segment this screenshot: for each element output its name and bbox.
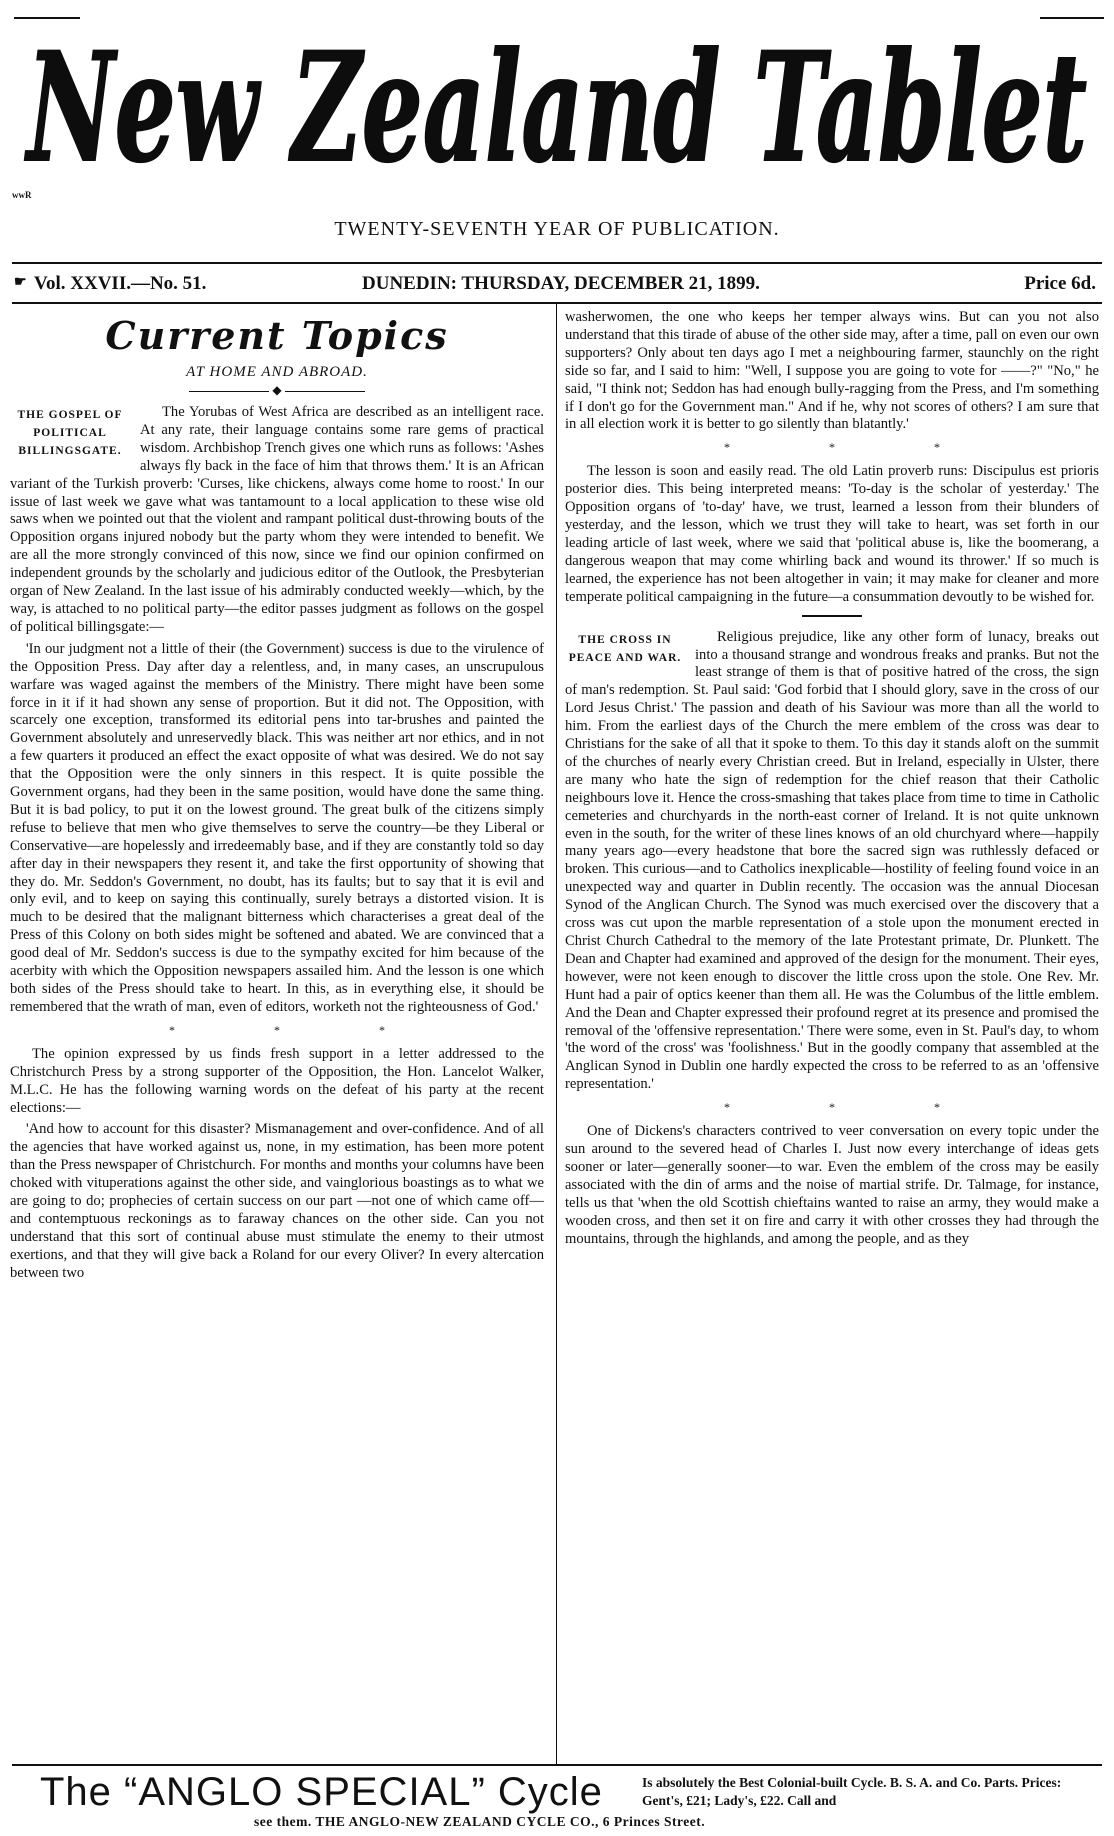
- top-rule: [12, 262, 1102, 264]
- sidehead-gospel: THE GOSPEL OF POLITICAL BILLINGSGATE.: [17, 409, 123, 457]
- section-rule: [802, 615, 862, 617]
- section-subheading: AT HOME AND ABROAD.: [186, 364, 368, 380]
- bottom-rule: [12, 1764, 1102, 1766]
- article-paragraph: Religious prejudice, like any other form of lunacy, breaks out into a thousand strange and wondrous freaks and pranks. But not the least strange of them is that of positive hatred of the cross, the sign of man's redemption. St. Paul said: 'God forbid that I should glory, save in the cross of our Lord Jesus Christ.' The passion and death of his Saviour was more than all the world to him. From the earliest days of the Church the mere emblem of the cross was dear to Christians for the sake of all that it spoke to them. To this day it stands aloft on the summit of the churches of nearly every Christian creed. But in Ireland, especially in Ulster, there are many who hate the sign of redemption for the chief reason that their Catholic neighbours love it. Hence the cross-smashing that takes place from time to time in Catholic cemeteries and churchyards in the north-east corner of Ireland. It is not quite unknown even in the south, for the writer of these lines knows of an old churchyard where—happily many years ago—every headstone that bore the sacred sign was ruthlessly defaced or broken. This curious—and to Catholics inexplicable—hostility of feeling found voice in an unexpected way and quarter in Dublin recently. The occasion was the annual Diocesan Synod of the Anglican Church. The Synod was much exercised over the discovery that a cross was cut upon the marble representation of a stole upon the monument erected in Christ Church Cathedral to the memory of the late Protestant primate, Dr. Plunkett. The Dean and Chapter had examined and approved of the design for the monument. Their eyes, however, were not keen enough to discover the little cross upon the stole. One Rev. Mr. Hunt had a pair of optics keener than them all. He was the Columbus of the little emblem. And the Dean and Chapter expressed their profound regret at its presence and promised the removal of the 'offensive representation.' There were some, even in St. Paul's day, to whom 'the word of the cross' was 'foolishness.' But in the goodly company that assembled at the Anglican Synod in Dublin one hardly expected the cross to be referred to as an 'offensive representation.': [565, 628, 1099, 1093]
- ad-address: see them. THE ANGLO-NEW ZEALAND CYCLE CO., 6 Princes Street.: [254, 1814, 706, 1829]
- sidehead-cross: THE CROSS IN PEACE AND WAR.: [568, 633, 682, 664]
- ornament-rule: ◆: [10, 383, 544, 398]
- article-quote: 'And how to account for this disaster? Mismanagement and over-confidence. And of all the agencies that have worked against us, none, in my estimation, has been more potent than the Press newspaper of Christchurch. For months and months your columns have been choked with vituperations against the other side, and vainglorious boastings as to what we are going to do; prophecies of certain success on our part —not one of which came off—and contemptuous reckonings as to faraway chances on the other side. Can you not understand that this sort of continual abuse must stimulate the enemy to their utmost exertions, and that they will give back a Roland for our every Oliver? In every altercation between two: [10, 1121, 544, 1281]
- dateline-rule: [12, 302, 1102, 304]
- advertisement: [14, 1768, 1104, 1834]
- section-stars: * * *: [169, 1022, 433, 1037]
- section-heading: Current Topics: [105, 313, 449, 358]
- price: Price 6d.: [1024, 273, 1096, 294]
- pointing-hand-icon: ☛: [14, 275, 27, 290]
- article-quote: 'In our judgment not a little of their (the Government) success is due to the virulence of the Opposition Press. Day after day a relentless, and, in many cases, an unscrupulous warfare was waged against the members of the Ministry. There might have been some force in it if it had shown any sense of proportion. But it did not. The Opposition, with scarcely one exception, transformed its editorial pens into tar-brushes and painted the Government absolutely and unreservedly black. This was neither art nor ethics, and in not a few quarters it produced an effect the exact opposite of what was desired. We do not say that the Opposition were the only sinners in this respect. It is quite possible the Government organs, had they been in the same position, would have done the same thing. But it is bad policy, to put it on the lowest ground. The great bulk of the citizens simply refuse to believe that men who give themselves to serve the country—be they Liberal or Conservative—are hopelessly and irredeemably base, and if they are constantly told so day after day in their newspapers they resent it, and take the first opportunity of showing that they do. Mr. Seddon's Government, no doubt, has its faults; but to say that it is evil and only evil, and to keep on saying this continually, surely betrays a distorted vision. It is much to be desired that the malignant bitterness which characterises a great deal of the Press of this Colony on both sides might be softened and abated. We are convinced that a good deal of Mr. Seddon's success is due to the sympathy excited for him because of the acerbity with which the Opposition newspapers assailed him. And the lesson is one which both sides of the Press should take to heart. In this, as in everything else, it should be remembered that the wrath of man, even of editors, worketh not the righteousness of God.': [10, 640, 544, 1015]
- section-stars: * * *: [724, 440, 988, 455]
- left-column: [10, 309, 544, 1765]
- dateline: [14, 270, 1100, 298]
- ad-description: Is absolutely the Best Colonial-built Cycle. B. S. A. and Co. Parts. Prices: Gent's, £21; Lady's, £22. Call and: [642, 1775, 1062, 1808]
- article-paragraph: One of Dickens's characters contrived to veer conversation on every topic under the sun around to the severed head of Charles I. Just now every interchange of ideas gets sooner or later—generally sooner—to war. Even the emblem of the cross may be easily associated with the din of arms and the noise of martial strife. Dr. Talmage, for instance, tells us that 'when the old Scottish chieftains wanted to raise an army, they would make a wooden cross, and then set it on fire and carry it with other crosses they had through the mountains, through the highlands, and among the people, and as they: [565, 1123, 1099, 1247]
- ad-brand: The “ANGLO SPECIAL” Cycle: [40, 1770, 603, 1814]
- article-paragraph: washerwomen, the one who keeps her temper always wins. But can you not also understand that this tirade of abuse of the other side may, after a time, pall on even our own supporters? Only about ten days ago I met a neighbouring farmer, staunchly on the right side so far, and I said to him: "Well, I suppose you are going to vote for ——?" "No," he said, "I think not; Seddon has had enough bully-ragging from the Press, and I'm something if I don't go for the Government man." And if he, why not scores of others? I am sure that in all election work it is better to go silently than blatantly.': [565, 309, 1099, 433]
- column-divider: [556, 304, 557, 1766]
- publication-year: TWENTY-SEVENTH YEAR OF PUBLICATION.: [334, 218, 780, 240]
- masthead: [0, 0, 1114, 205]
- masthead-small-mark: wwR: [12, 190, 32, 200]
- article-paragraph: The Yorubas of West Africa are described as an intelligent race. At any rate, their language contains some rare gems of practical wisdom. Archbishop Trench gives one which runs as follows: 'Ashes always fly back in the face of him that throws them.' It is an African variant of the Turkish proverb: 'Curses, like chickens, always come home to roost.' In our issue of last week we gave what was tantamount to a local application to these wise old saws when we pointed out that the violent and rampant political dust-throwing bouts of the Opposition organs injured nobody but the party whom they were intended to benefit. We are all the more strongly convinced of this now, since we find our opinion confirmed on independent grounds by the scholarly and judicious editor of the Outlook, the Presbyterian organ of New Zealand. In the last issue of his admirably conducted weekly—which, by the way, is attached to no political party—the editor passes judgment as follows on the gospel of political billingsgate:—: [10, 404, 544, 635]
- issue-date: DUNEDIN: THURSDAY, DECEMBER 21, 1899.: [362, 273, 760, 294]
- masthead-logo: [0, 0, 1114, 205]
- volume-number: Vol. XXVII.—No. 51.: [34, 273, 207, 294]
- masthead-title: New Zealand Tablet: [24, 20, 1088, 196]
- section-stars: * * *: [724, 1100, 988, 1115]
- article-paragraph: The lesson is soon and easily read. The old Latin proverb runs: Discipulus est prioris posterior dies. This being interpreted means: 'To-day is the scholar of yesterday.' The Opposition organs of 'to-day' have, we trust, learned a lesson from their blunders of yesterday, and the lesson, which we trust they will take to heart, was set forth in our leading article of last week, where we said that 'political abuse is, like the boomerang, a dangerous weapon that may come whirling back and wound its thrower.' If so much is learned, the experience has not been altogether in vain; it may make for cleaner and more temperate political campaigning in the future—a consummation devoutly to be wished for.: [565, 463, 1099, 605]
- article-paragraph: The opinion expressed by us finds fresh support in a letter addressed to the Christchurch Press by a strong supporter of the Opposition, the Hon. Lancelot Walker, M.L.C. He has the following warning words on the defeat of his party at the recent elections:—: [10, 1045, 544, 1116]
- right-column: [565, 309, 1099, 1765]
